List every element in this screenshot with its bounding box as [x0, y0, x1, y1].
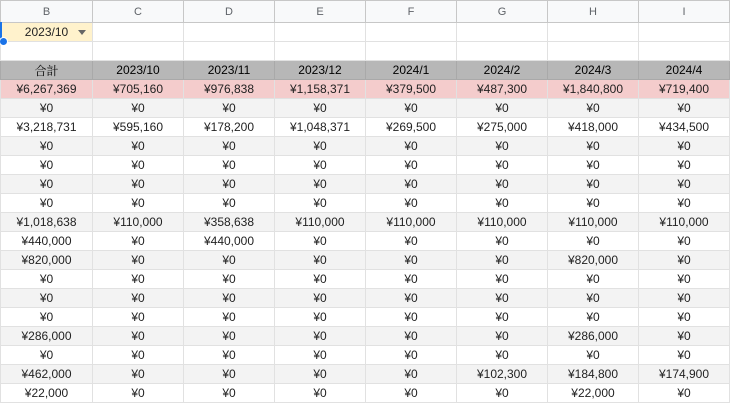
month-value-cell[interactable]: ¥0: [639, 327, 730, 346]
month-value-cell[interactable]: ¥976,838: [184, 80, 275, 99]
month-value-cell[interactable]: ¥0: [366, 365, 457, 384]
month-value-cell[interactable]: ¥719,400: [639, 80, 730, 99]
total-cell[interactable]: ¥3,218,731: [1, 118, 93, 137]
month-value-cell[interactable]: ¥0: [548, 232, 639, 251]
cell[interactable]: [548, 23, 639, 42]
month-value-cell[interactable]: ¥358,638: [184, 213, 275, 232]
column-header-i[interactable]: I: [639, 1, 730, 23]
month-value-cell[interactable]: ¥286,000: [548, 327, 639, 346]
month-value-cell[interactable]: ¥0: [366, 194, 457, 213]
table-row: [1, 99, 730, 118]
filter-row: [1, 23, 730, 42]
month-value-cell[interactable]: ¥0: [548, 270, 639, 289]
cell[interactable]: [93, 23, 184, 42]
month-value-cell[interactable]: ¥0: [457, 289, 548, 308]
header-cell-month[interactable]: 2024/4: [639, 61, 730, 80]
month-value-cell[interactable]: ¥0: [639, 99, 730, 118]
month-value-cell[interactable]: ¥0: [184, 99, 275, 118]
month-value-cell[interactable]: ¥1,158,371: [275, 80, 366, 99]
header-cell-month[interactable]: 2024/3: [548, 61, 639, 80]
total-cell[interactable]: ¥820,000: [1, 251, 93, 270]
month-value-cell[interactable]: ¥0: [457, 251, 548, 270]
blank-row: [1, 42, 730, 61]
column-header-row: [1, 1, 730, 23]
month-value-cell[interactable]: ¥0: [366, 99, 457, 118]
month-value-cell[interactable]: ¥0: [93, 289, 184, 308]
month-value-cell[interactable]: ¥110,000: [548, 213, 639, 232]
header-cell-month[interactable]: 2024/1: [366, 61, 457, 80]
month-value-cell[interactable]: ¥0: [548, 308, 639, 327]
table-row: [1, 365, 730, 384]
table-row: [1, 137, 730, 156]
month-value-cell[interactable]: ¥0: [639, 251, 730, 270]
month-value-cell[interactable]: ¥0: [366, 251, 457, 270]
cell[interactable]: [275, 42, 366, 61]
month-value-cell[interactable]: ¥0: [366, 175, 457, 194]
month-value-cell[interactable]: ¥0: [93, 308, 184, 327]
month-value-cell[interactable]: ¥0: [639, 232, 730, 251]
total-cell[interactable]: ¥0: [1, 289, 93, 308]
month-value-cell[interactable]: ¥0: [275, 270, 366, 289]
column-header-b[interactable]: B: [1, 1, 93, 23]
chevron-down-icon[interactable]: [78, 30, 86, 35]
month-value-cell[interactable]: ¥0: [275, 308, 366, 327]
month-value-cell[interactable]: ¥0: [184, 137, 275, 156]
cell[interactable]: [639, 23, 730, 42]
month-value-cell[interactable]: ¥0: [366, 232, 457, 251]
month-value-cell[interactable]: ¥0: [275, 194, 366, 213]
month-value-cell[interactable]: ¥1,048,371: [275, 118, 366, 137]
month-value-cell[interactable]: ¥0: [457, 232, 548, 251]
table-row: [1, 327, 730, 346]
header-cell-month[interactable]: 2023/12: [275, 61, 366, 80]
month-value-cell[interactable]: ¥110,000: [93, 213, 184, 232]
month-dropdown[interactable]: [1, 23, 93, 42]
total-cell[interactable]: ¥6,267,369: [1, 80, 93, 99]
total-cell[interactable]: ¥1,018,638: [1, 213, 93, 232]
month-value-cell[interactable]: ¥487,300: [457, 80, 548, 99]
month-value-cell[interactable]: ¥0: [184, 175, 275, 194]
month-value-cell[interactable]: ¥0: [548, 156, 639, 175]
header-cell-month[interactable]: 2023/10: [93, 61, 184, 80]
cell[interactable]: [275, 23, 366, 42]
month-value-cell[interactable]: ¥820,000: [548, 251, 639, 270]
month-value-cell[interactable]: ¥0: [548, 289, 639, 308]
month-value-cell[interactable]: ¥0: [184, 194, 275, 213]
table-row: [1, 251, 730, 270]
month-value-cell[interactable]: ¥110,000: [366, 213, 457, 232]
month-value-cell[interactable]: ¥0: [275, 99, 366, 118]
month-value-cell[interactable]: ¥0: [366, 346, 457, 365]
total-cell[interactable]: ¥0: [1, 137, 93, 156]
month-value-cell[interactable]: ¥0: [275, 346, 366, 365]
month-value-cell[interactable]: ¥0: [275, 289, 366, 308]
month-value-cell[interactable]: ¥0: [93, 99, 184, 118]
column-header-d[interactable]: D: [184, 1, 275, 23]
month-value-cell[interactable]: ¥0: [457, 270, 548, 289]
month-value-cell[interactable]: ¥0: [639, 384, 730, 403]
month-value-cell[interactable]: ¥0: [93, 384, 184, 403]
column-header-f[interactable]: F: [366, 1, 457, 23]
total-cell[interactable]: ¥0: [1, 308, 93, 327]
month-value-cell[interactable]: ¥0: [93, 175, 184, 194]
header-cell-month[interactable]: 2023/11: [184, 61, 275, 80]
month-value-cell[interactable]: ¥0: [366, 327, 457, 346]
month-value-cell[interactable]: ¥0: [457, 99, 548, 118]
month-value-cell[interactable]: ¥595,160: [93, 118, 184, 137]
table-row: [1, 175, 730, 194]
month-dropdown-value: 2023/10: [24, 25, 69, 39]
month-value-cell[interactable]: ¥0: [366, 270, 457, 289]
month-value-cell[interactable]: ¥110,000: [639, 213, 730, 232]
table-row: [1, 156, 730, 175]
month-value-cell[interactable]: ¥0: [184, 251, 275, 270]
month-value-cell[interactable]: ¥184,800: [548, 365, 639, 384]
month-value-cell[interactable]: ¥0: [639, 346, 730, 365]
month-value-cell[interactable]: ¥0: [93, 194, 184, 213]
column-header-c[interactable]: C: [93, 1, 184, 23]
month-value-cell[interactable]: ¥0: [639, 194, 730, 213]
month-value-cell[interactable]: ¥0: [184, 308, 275, 327]
month-value-cell[interactable]: ¥0: [366, 137, 457, 156]
cell[interactable]: [184, 23, 275, 42]
month-value-cell[interactable]: ¥0: [639, 308, 730, 327]
month-value-cell[interactable]: ¥0: [548, 99, 639, 118]
month-value-cell[interactable]: ¥0: [639, 175, 730, 194]
table-row: [1, 308, 730, 327]
month-value-cell[interactable]: ¥0: [639, 270, 730, 289]
month-value-cell[interactable]: ¥110,000: [275, 213, 366, 232]
total-cell[interactable]: ¥0: [1, 270, 93, 289]
cell[interactable]: [184, 42, 275, 61]
month-value-cell[interactable]: ¥0: [639, 289, 730, 308]
month-value-cell[interactable]: ¥0: [366, 308, 457, 327]
month-value-cell[interactable]: ¥0: [275, 251, 366, 270]
cell[interactable]: [366, 42, 457, 61]
month-value-cell[interactable]: ¥0: [366, 289, 457, 308]
total-cell[interactable]: ¥286,000: [1, 327, 93, 346]
month-value-cell[interactable]: ¥0: [184, 289, 275, 308]
month-value-cell[interactable]: ¥0: [93, 365, 184, 384]
total-cell[interactable]: ¥440,000: [1, 232, 93, 251]
month-value-cell[interactable]: ¥0: [93, 156, 184, 175]
month-value-cell[interactable]: ¥110,000: [457, 213, 548, 232]
month-value-cell[interactable]: ¥0: [184, 327, 275, 346]
total-cell[interactable]: ¥462,000: [1, 365, 93, 384]
month-value-cell[interactable]: ¥418,000: [548, 118, 639, 137]
month-value-cell[interactable]: ¥0: [184, 365, 275, 384]
month-value-cell[interactable]: ¥0: [548, 137, 639, 156]
month-value-cell[interactable]: ¥0: [184, 156, 275, 175]
column-header-h[interactable]: H: [548, 1, 639, 23]
cell[interactable]: [457, 23, 548, 42]
month-value-cell[interactable]: ¥0: [457, 156, 548, 175]
month-value-cell[interactable]: ¥0: [457, 327, 548, 346]
month-value-cell[interactable]: ¥0: [275, 156, 366, 175]
month-value-cell[interactable]: ¥0: [93, 327, 184, 346]
month-value-cell[interactable]: ¥0: [548, 346, 639, 365]
month-value-cell[interactable]: ¥0: [93, 232, 184, 251]
month-value-cell[interactable]: ¥0: [639, 137, 730, 156]
table-row: [1, 289, 730, 308]
month-value-cell[interactable]: ¥0: [93, 137, 184, 156]
cell[interactable]: [457, 42, 548, 61]
month-value-cell[interactable]: ¥434,500: [639, 118, 730, 137]
cell[interactable]: [1, 42, 93, 61]
month-value-cell[interactable]: ¥379,500: [366, 80, 457, 99]
table-row: [1, 194, 730, 213]
month-value-cell[interactable]: ¥0: [639, 156, 730, 175]
table-row: [1, 118, 730, 137]
month-value-cell[interactable]: ¥174,900: [639, 365, 730, 384]
data-rows: [1, 80, 730, 403]
month-value-cell[interactable]: ¥0: [275, 384, 366, 403]
month-value-cell[interactable]: ¥0: [457, 346, 548, 365]
month-value-cell[interactable]: ¥0: [275, 137, 366, 156]
table-row: [1, 232, 730, 251]
total-cell[interactable]: ¥22,000: [1, 384, 93, 403]
month-value-cell[interactable]: ¥178,200: [184, 118, 275, 137]
month-value-cell[interactable]: ¥0: [275, 327, 366, 346]
column-header-g[interactable]: G: [457, 1, 548, 23]
column-header-e[interactable]: E: [275, 1, 366, 23]
cell[interactable]: [93, 42, 184, 61]
total-cell[interactable]: ¥0: [1, 346, 93, 365]
month-value-cell[interactable]: ¥0: [457, 194, 548, 213]
header-cell-total[interactable]: 合計: [1, 61, 93, 80]
month-value-cell[interactable]: ¥0: [457, 175, 548, 194]
month-value-cell[interactable]: ¥0: [93, 346, 184, 365]
month-value-cell[interactable]: ¥0: [275, 175, 366, 194]
month-value-cell[interactable]: ¥0: [93, 251, 184, 270]
cell[interactable]: [639, 42, 730, 61]
month-value-cell[interactable]: ¥0: [184, 346, 275, 365]
table-row: [1, 270, 730, 289]
table-row: [1, 384, 730, 403]
month-value-cell[interactable]: ¥0: [548, 194, 639, 213]
table-header-row: [1, 61, 730, 80]
cell[interactable]: [366, 23, 457, 42]
month-value-cell[interactable]: ¥0: [275, 232, 366, 251]
month-value-cell[interactable]: ¥22,000: [548, 384, 639, 403]
month-value-cell[interactable]: ¥1,840,800: [548, 80, 639, 99]
month-value-cell[interactable]: ¥705,160: [93, 80, 184, 99]
month-value-cell[interactable]: ¥0: [275, 365, 366, 384]
table-row: [1, 213, 730, 232]
month-value-cell[interactable]: ¥0: [548, 175, 639, 194]
total-cell[interactable]: ¥0: [1, 175, 93, 194]
month-value-cell[interactable]: ¥275,000: [457, 118, 548, 137]
total-cell[interactable]: ¥0: [1, 194, 93, 213]
month-value-cell[interactable]: ¥0: [366, 156, 457, 175]
month-value-cell[interactable]: ¥0: [457, 308, 548, 327]
table-row: [1, 346, 730, 365]
month-value-cell[interactable]: ¥0: [366, 384, 457, 403]
month-value-cell[interactable]: ¥269,500: [366, 118, 457, 137]
month-value-cell[interactable]: ¥0: [93, 270, 184, 289]
total-cell[interactable]: ¥0: [1, 156, 93, 175]
total-cell[interactable]: ¥0: [1, 99, 93, 118]
cell[interactable]: [548, 42, 639, 61]
total-row: [1, 80, 730, 99]
month-value-cell[interactable]: ¥102,300: [457, 365, 548, 384]
month-value-cell[interactable]: ¥440,000: [184, 232, 275, 251]
month-value-cell[interactable]: ¥0: [184, 384, 275, 403]
month-value-cell[interactable]: ¥0: [457, 384, 548, 403]
month-value-cell[interactable]: ¥0: [457, 137, 548, 156]
month-value-cell[interactable]: ¥0: [184, 270, 275, 289]
header-cell-month[interactable]: 2024/2: [457, 61, 548, 80]
